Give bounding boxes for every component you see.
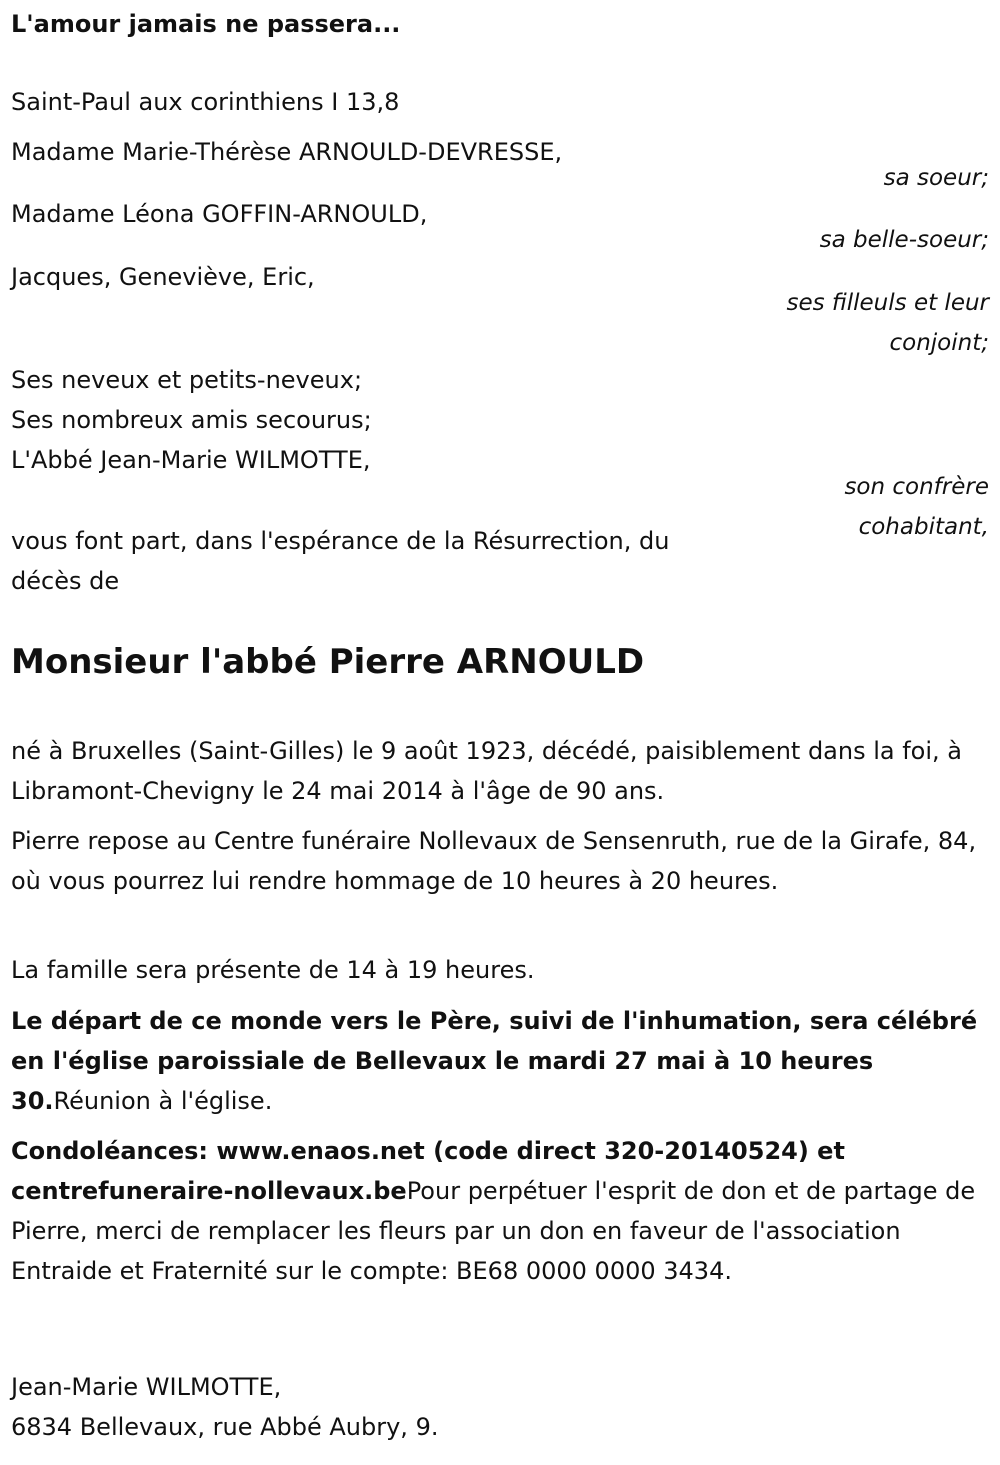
mourner-relation: ses filleuls et leur <box>786 290 989 316</box>
condolences-links[interactable]: Condoléances: www.enaos.net (code direct 320-20140524) et centrefuneraire-nollevaux.be <box>11 1137 845 1205</box>
other-mourners-line: Ses nombreux amis secourus; <box>11 406 372 434</box>
mourner-relation: conjoint; <box>889 330 989 356</box>
confrere-relation: son confrère <box>844 474 989 500</box>
announcement-line: vous font part, dans l'espérance de la Résurrection, du <box>11 527 670 555</box>
epigraph-source: Saint-Paul aux corinthiens I 13,8 <box>11 88 400 116</box>
mourner-relation: sa belle-soeur; <box>819 227 989 253</box>
ceremony-paragraph <box>11 1001 991 1121</box>
contact-name: Jean-Marie WILMOTTE, <box>11 1373 282 1401</box>
ceremony-meeting-note: Réunion à l'église. <box>53 1087 273 1115</box>
family-presence-paragraph: La famille sera présente de 14 à 19 heures. <box>11 956 535 984</box>
condolences-paragraph <box>11 1131 991 1291</box>
mourner-name: Madame Léona GOFFIN-ARNOULD, <box>11 200 428 228</box>
other-mourners-line: L'Abbé Jean-Marie WILMOTTE, <box>11 446 371 474</box>
birth-death-paragraph: né à Bruxelles (Saint-Gilles) le 9 août 1923, décédé, paisiblement dans la foi, à Libramont-Chevigny le 24 mai 2014 à l'âge de 90 ans. <box>11 737 962 805</box>
ceremony-details: Le départ de ce monde vers le Père, suivi de l'inhumation, sera célébré en l'église paroissiale de Bellevaux le mardi 27 mai à 10 heures 30. <box>11 1007 978 1115</box>
confrere-relation: cohabitant, <box>858 514 989 540</box>
contact-address: 6834 Bellevaux, rue Abbé Aubry, 9. <box>11 1413 439 1441</box>
donation-note: Pour perpétuer l'esprit de don et de partage de Pierre, merci de remplacer les fleurs par un don en faveur de l'association Entraide et Fraternité sur le compte: BE68 0000 0000 3434. <box>11 1177 976 1285</box>
mourner-relation: sa soeur; <box>883 165 989 191</box>
mourner-name: Madame Marie-Thérèse ARNOULD-DEVRESSE, <box>11 138 563 166</box>
deceased-name: Monsieur l'abbé Pierre ARNOULD <box>11 642 645 682</box>
mourner-name: Jacques, Geneviève, Eric, <box>11 263 315 291</box>
other-mourners-line: Ses neveux et petits-neveux; <box>11 366 363 394</box>
announcement-line: décès de <box>11 567 120 595</box>
repose-paragraph: Pierre repose au Centre funéraire Nollevaux de Sensenruth, rue de la Girafe, 84, où vous pourrez lui rendre hommage de 10 heures à 20 heures. <box>11 827 977 895</box>
epigraph-title: L'amour jamais ne passera... <box>11 10 401 38</box>
